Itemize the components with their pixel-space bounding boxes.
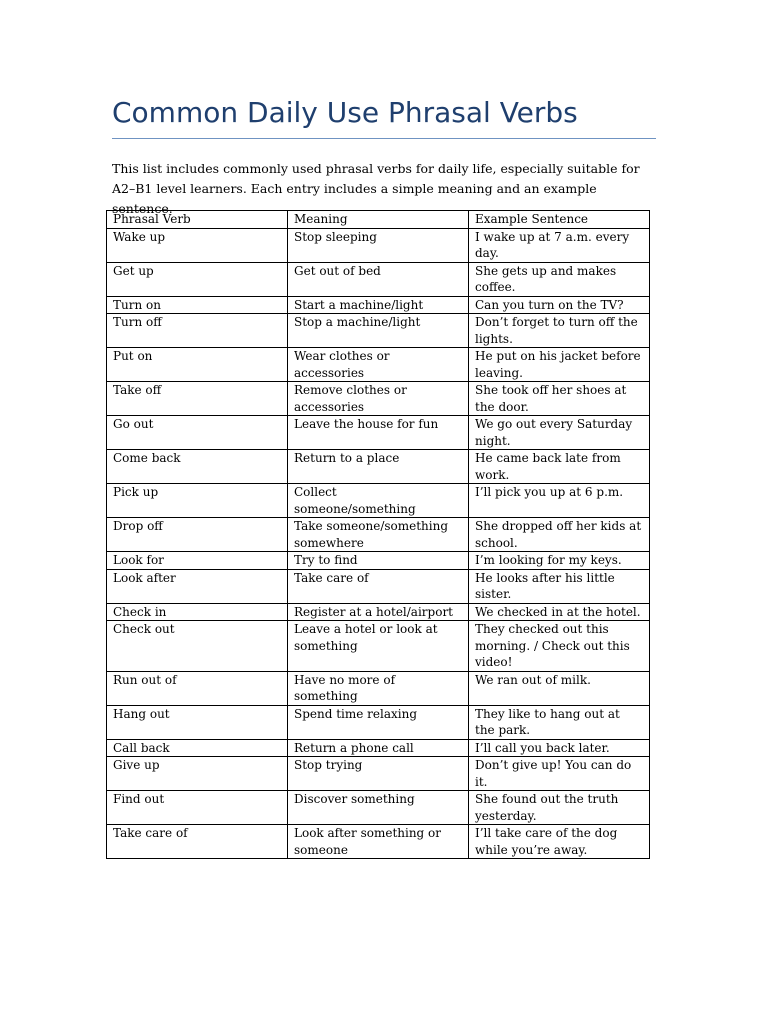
table-header — [107, 211, 650, 229]
cell-example-sentence: Can you turn on the TV? — [469, 296, 650, 314]
cell-phrasal-verb: Look after — [107, 569, 288, 603]
cell-phrasal-verb: Check out — [107, 621, 288, 672]
cell-meaning: Return to a place — [288, 450, 469, 484]
cell-example-sentence: I’ll call you back later. — [469, 739, 650, 757]
cell-example-sentence: I’ll take care of the dog while you’re away. — [469, 825, 650, 859]
table-row — [107, 348, 650, 382]
cell-phrasal-verb: Call back — [107, 739, 288, 757]
cell-example-sentence: She took off her shoes at the door. — [469, 382, 650, 416]
cell-phrasal-verb: Put on — [107, 348, 288, 382]
cell-phrasal-verb: Give up — [107, 757, 288, 791]
cell-example-sentence: I wake up at 7 a.m. every day. — [469, 228, 650, 262]
cell-example-sentence: I’ll pick you up at 6 p.m. — [469, 484, 650, 518]
table-row — [107, 603, 650, 621]
table-row — [107, 382, 650, 416]
cell-meaning: Take someone/something somewhere — [288, 518, 469, 552]
cell-phrasal-verb: Find out — [107, 791, 288, 825]
cell-phrasal-verb: Go out — [107, 416, 288, 450]
cell-example-sentence: They like to hang out at the park. — [469, 705, 650, 739]
cell-meaning: Stop a machine/light — [288, 314, 469, 348]
cell-example-sentence: Don’t give up! You can do it. — [469, 757, 650, 791]
table-row — [107, 416, 650, 450]
table-row — [107, 705, 650, 739]
cell-example-sentence: They checked out this morning. / Check out this video! — [469, 621, 650, 672]
cell-phrasal-verb: Hang out — [107, 705, 288, 739]
cell-phrasal-verb: Come back — [107, 450, 288, 484]
table-row — [107, 314, 650, 348]
header-meaning: Meaning — [288, 211, 469, 229]
table-row — [107, 621, 650, 672]
cell-phrasal-verb: Turn off — [107, 314, 288, 348]
cell-meaning: Discover something — [288, 791, 469, 825]
cell-meaning: Wear clothes or accessories — [288, 348, 469, 382]
cell-meaning: Return a phone call — [288, 739, 469, 757]
cell-example-sentence: He put on his jacket before leaving. — [469, 348, 650, 382]
table-body — [107, 228, 650, 859]
cell-meaning: Register at a hotel/airport — [288, 603, 469, 621]
cell-example-sentence: Don’t forget to turn off the lights. — [469, 314, 650, 348]
cell-phrasal-verb: Run out of — [107, 671, 288, 705]
cell-example-sentence: She gets up and makes coffee. — [469, 262, 650, 296]
cell-meaning: Remove clothes or accessories — [288, 382, 469, 416]
table-row — [107, 228, 650, 262]
title-underline — [112, 138, 656, 139]
cell-example-sentence: He looks after his little sister. — [469, 569, 650, 603]
cell-meaning: Collect someone/something — [288, 484, 469, 518]
cell-meaning: Start a machine/light — [288, 296, 469, 314]
cell-meaning: Get out of bed — [288, 262, 469, 296]
cell-meaning: Look after something or someone — [288, 825, 469, 859]
cell-phrasal-verb: Take off — [107, 382, 288, 416]
cell-example-sentence: He came back late from work. — [469, 450, 650, 484]
cell-meaning: Leave the house for fun — [288, 416, 469, 450]
table-row — [107, 791, 650, 825]
cell-example-sentence: She dropped off her kids at school. — [469, 518, 650, 552]
table-row — [107, 825, 650, 859]
table-row — [107, 518, 650, 552]
table-row — [107, 450, 650, 484]
cell-example-sentence: We checked in at the hotel. — [469, 603, 650, 621]
cell-meaning: Leave a hotel or look at something — [288, 621, 469, 672]
document-title: Common Daily Use Phrasal Verbs — [112, 96, 578, 129]
table-row — [107, 569, 650, 603]
cell-phrasal-verb: Take care of — [107, 825, 288, 859]
table-row — [107, 484, 650, 518]
cell-phrasal-verb: Turn on — [107, 296, 288, 314]
header-phrasal-verb: Phrasal Verb — [107, 211, 288, 229]
table-row — [107, 552, 650, 570]
cell-example-sentence: I’m looking for my keys. — [469, 552, 650, 570]
cell-phrasal-verb: Wake up — [107, 228, 288, 262]
table-row — [107, 757, 650, 791]
cell-meaning: Have no more of something — [288, 671, 469, 705]
cell-example-sentence: She found out the truth yesterday. — [469, 791, 650, 825]
cell-meaning: Stop trying — [288, 757, 469, 791]
cell-phrasal-verb: Pick up — [107, 484, 288, 518]
cell-meaning: Stop sleeping — [288, 228, 469, 262]
table-row — [107, 296, 650, 314]
cell-example-sentence: We go out every Saturday night. — [469, 416, 650, 450]
table-row — [107, 262, 650, 296]
cell-example-sentence: We ran out of milk. — [469, 671, 650, 705]
table-row — [107, 739, 650, 757]
intro-paragraph: This list includes commonly used phrasal verbs for daily life, especially suitable for A2–B1 level learners. Each entry includes a simple meaning and an example sentence. — [112, 161, 640, 216]
table-row — [107, 671, 650, 705]
cell-meaning: Try to find — [288, 552, 469, 570]
table-header-row — [107, 211, 650, 229]
cell-phrasal-verb: Drop off — [107, 518, 288, 552]
cell-phrasal-verb: Check in — [107, 603, 288, 621]
cell-phrasal-verb: Get up — [107, 262, 288, 296]
cell-meaning: Spend time relaxing — [288, 705, 469, 739]
cell-phrasal-verb: Look for — [107, 552, 288, 570]
cell-meaning: Take care of — [288, 569, 469, 603]
header-example-sentence: Example Sentence — [469, 211, 650, 229]
phrasal-verbs-table — [106, 210, 650, 859]
